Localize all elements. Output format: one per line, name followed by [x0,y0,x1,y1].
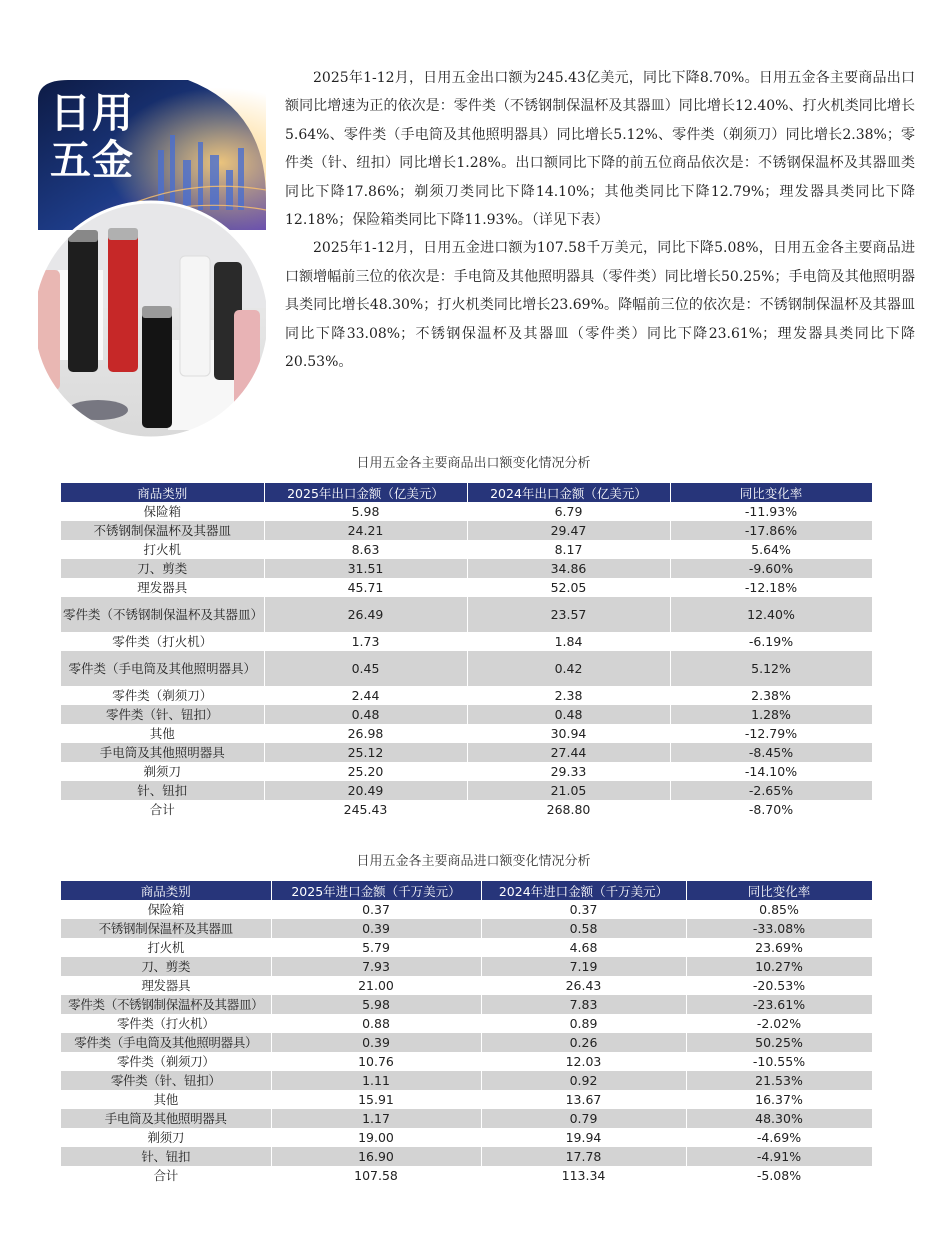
table-row [61,900,872,919]
category-cell: 剃须刀 [61,762,264,781]
previous-value-cell: 6.79 [467,502,670,521]
previous-value-cell: 8.17 [467,540,670,559]
current-value-cell: 45.71 [264,578,467,597]
change-rate-cell: 12.40% [670,597,872,632]
category-cell: 零件类（打火机） [61,632,264,651]
table-row [61,724,872,743]
table-row [61,938,872,957]
current-value-cell: 8.63 [264,540,467,559]
category-cell: 合计 [61,1166,271,1185]
table-row [61,502,872,521]
table-row [61,686,872,705]
change-rate-cell: -17.86% [670,521,872,540]
change-rate-cell: -6.19% [670,632,872,651]
table-row [61,597,872,632]
category-cell: 不锈钢制保温杯及其器皿 [61,521,264,540]
current-value-cell: 0.88 [271,1014,481,1033]
change-rate-cell: -2.02% [686,1014,872,1033]
table-row [61,995,872,1014]
table-row [61,559,872,578]
current-value-cell: 5.98 [271,995,481,1014]
category-cell: 零件类（不锈钢制保温杯及其器皿） [61,597,264,632]
import-table [61,881,873,1185]
current-value-cell: 10.76 [271,1052,481,1071]
change-rate-cell: -23.61% [686,995,872,1014]
previous-value-cell: 17.78 [481,1147,686,1166]
category-cell: 合计 [61,800,264,819]
table-row [61,1071,872,1090]
change-rate-cell: -5.08% [686,1166,872,1185]
table-row [61,781,872,800]
category-cell: 零件类（打火机） [61,1014,271,1033]
previous-value-cell: 7.19 [481,957,686,976]
table-total-row [61,800,872,819]
table-total-row [61,1166,872,1185]
previous-value-cell: 27.44 [467,743,670,762]
category-cell: 剃须刀 [61,1128,271,1147]
change-rate-cell: -8.45% [670,743,872,762]
current-value-cell: 31.51 [264,559,467,578]
previous-value-cell: 21.05 [467,781,670,800]
previous-value-cell: 0.42 [467,651,670,686]
category-cell: 理发器具 [61,976,271,995]
export-table-caption: 日用五金各主要商品出口额变化情况分析 [356,456,591,471]
import-table-caption: 日用五金各主要商品进口额变化情况分析 [356,854,591,869]
category-cell: 理发器具 [61,578,264,597]
previous-value-cell: 34.86 [467,559,670,578]
current-value-cell: 5.98 [264,502,467,521]
current-value-cell: 26.98 [264,724,467,743]
current-value-cell: 24.21 [264,521,467,540]
change-rate-cell: -12.18% [670,578,872,597]
previous-value-cell: 0.37 [481,900,686,919]
section-emblem [38,80,266,438]
current-value-cell: 1.73 [264,632,467,651]
current-value-cell: 1.17 [271,1109,481,1128]
table-row [61,1033,872,1052]
intro-paragraph-import: 2025年1-12月，日用五金进口额为107.58千万美元，同比下降5.08%，日用五金各主要商品进口额增幅前三位的依次是：手电筒及其他照明器具（零件类）同比增长50.25%；手电筒及其他照明器具类同比增长48.30%；打火机类同比增长23.69%。降幅前三位的依次是：不锈钢制保温杯及其器皿同比下降33.08%；不锈钢保温杯及其器皿（零件类）同比下降23.61%；理发器具类同比下降20.53%。 [285,240,915,371]
category-cell: 手电筒及其他照明器具 [61,743,264,762]
change-rate-cell: 48.30% [686,1109,872,1128]
current-value-cell: 245.43 [264,800,467,819]
category-cell: 针、钮扣 [61,1147,271,1166]
intro-paragraph-export: 2025年1-12月，日用五金出口额为245.43亿美元，同比下降8.70%。日用五金各主要商品出口额同比增速为正的依次是：零件类（不锈钢制保温杯及其器皿）同比增长12.40%、打火机类同比增长5.64%、零件类（手电筒及其他照明器具）同比增长5.12%、零件类（剃须刀）同比增长2.38%；零件类（针、纽扣）同比增长1.28%。出口额同比下降的前五位商品依次是：不锈钢保温杯及其器皿类同比下降17.86%；剃须刀类同比下降14.10%；其他类同比下降12.79%；理发器具类同比下降12.18%；保险箱类同比下降11.93%。（详见下表） [285,70,915,229]
column-header: 2025年出口金额（亿美元） [264,483,467,502]
category-cell: 保险箱 [61,502,264,521]
current-value-cell: 1.11 [271,1071,481,1090]
category-cell: 零件类（剃须刀） [61,686,264,705]
previous-value-cell: 26.43 [481,976,686,995]
change-rate-cell: -8.70% [670,800,872,819]
change-rate-cell: 0.85% [686,900,872,919]
category-cell: 零件类（针、钮扣） [61,1071,271,1090]
table-row [61,1090,872,1109]
previous-value-cell: 4.68 [481,938,686,957]
current-value-cell: 0.37 [271,900,481,919]
table-row [61,1014,872,1033]
export-table [61,483,873,819]
previous-value-cell: 7.83 [481,995,686,1014]
table-row [61,1052,872,1071]
change-rate-cell: -2.65% [670,781,872,800]
category-cell: 零件类（不锈钢制保温杯及其器皿） [61,995,271,1014]
change-rate-cell: 2.38% [670,686,872,705]
table-row [61,540,872,559]
category-cell: 其他 [61,724,264,743]
current-value-cell: 0.48 [264,705,467,724]
previous-value-cell: 113.34 [481,1166,686,1185]
table-row [61,632,872,651]
change-rate-cell: -4.69% [686,1128,872,1147]
change-rate-cell: 1.28% [670,705,872,724]
previous-value-cell: 0.48 [467,705,670,724]
previous-value-cell: 30.94 [467,724,670,743]
category-cell: 针、钮扣 [61,781,264,800]
column-header: 同比变化率 [686,881,872,900]
change-rate-cell: 5.64% [670,540,872,559]
current-value-cell: 5.79 [271,938,481,957]
change-rate-cell: 21.53% [686,1071,872,1090]
change-rate-cell: -11.93% [670,502,872,521]
current-value-cell: 107.58 [271,1166,481,1185]
change-rate-cell: -10.55% [686,1052,872,1071]
table-row [61,521,872,540]
change-rate-cell: -12.79% [670,724,872,743]
category-cell: 打火机 [61,938,271,957]
table-row [61,976,872,995]
current-value-cell: 19.00 [271,1128,481,1147]
column-header: 商品类别 [61,881,271,900]
previous-value-cell: 0.89 [481,1014,686,1033]
current-value-cell: 25.20 [264,762,467,781]
category-cell: 刀、剪类 [61,957,271,976]
change-rate-cell: -33.08% [686,919,872,938]
category-cell: 手电筒及其他照明器具 [61,1109,271,1128]
previous-value-cell: 29.47 [467,521,670,540]
category-cell: 零件类（手电筒及其他照明器具） [61,1033,271,1052]
previous-value-cell: 23.57 [467,597,670,632]
current-value-cell: 16.90 [271,1147,481,1166]
category-cell: 其他 [61,1090,271,1109]
previous-value-cell: 0.58 [481,919,686,938]
current-value-cell: 15.91 [271,1090,481,1109]
current-value-cell: 2.44 [264,686,467,705]
current-value-cell: 26.49 [264,597,467,632]
section-title-line1: 日用 [50,89,134,137]
table-row [61,1109,872,1128]
current-value-cell: 7.93 [271,957,481,976]
change-rate-cell: 10.27% [686,957,872,976]
category-cell: 刀、剪类 [61,559,264,578]
table-row [61,957,872,976]
change-rate-cell: -4.91% [686,1147,872,1166]
previous-value-cell: 52.05 [467,578,670,597]
category-cell: 不锈钢制保温杯及其器皿 [61,919,271,938]
table-row [61,705,872,724]
previous-value-cell: 19.94 [481,1128,686,1147]
previous-value-cell: 12.03 [481,1052,686,1071]
previous-value-cell: 2.38 [467,686,670,705]
change-rate-cell: -20.53% [686,976,872,995]
category-cell: 保险箱 [61,900,271,919]
previous-value-cell: 1.84 [467,632,670,651]
section-title-line2: 五金 [50,136,134,184]
table-row [61,1147,872,1166]
change-rate-cell: -14.10% [670,762,872,781]
previous-value-cell: 13.67 [481,1090,686,1109]
current-value-cell: 21.00 [271,976,481,995]
category-cell: 零件类（针、钮扣） [61,705,264,724]
category-cell: 零件类（手电筒及其他照明器具） [61,651,264,686]
column-header: 2024年进口金额（千万美元） [481,881,686,900]
category-cell: 零件类（剃须刀） [61,1052,271,1071]
previous-value-cell: 0.79 [481,1109,686,1128]
change-rate-cell: 50.25% [686,1033,872,1052]
change-rate-cell: 23.69% [686,938,872,957]
column-header: 2025年进口金额（千万美元） [271,881,481,900]
column-header: 商品类别 [61,483,264,502]
current-value-cell: 0.39 [271,919,481,938]
column-header: 2024年出口金额（亿美元） [467,483,670,502]
table-row [61,578,872,597]
section-title [50,90,134,184]
previous-value-cell: 0.92 [481,1071,686,1090]
category-cell: 打火机 [61,540,264,559]
previous-value-cell: 0.26 [481,1033,686,1052]
table-row [61,743,872,762]
column-header: 同比变化率 [670,483,872,502]
current-value-cell: 0.45 [264,651,467,686]
import-table-body [61,900,872,1185]
current-value-cell: 20.49 [264,781,467,800]
table-row [61,651,872,686]
change-rate-cell: 5.12% [670,651,872,686]
previous-value-cell: 29.33 [467,762,670,781]
change-rate-cell: 16.37% [686,1090,872,1109]
previous-value-cell: 268.80 [467,800,670,819]
table-row [61,762,872,781]
table-row [61,1128,872,1147]
current-value-cell: 0.39 [271,1033,481,1052]
intro-text [285,64,915,376]
current-value-cell: 25.12 [264,743,467,762]
table-row [61,919,872,938]
change-rate-cell: -9.60% [670,559,872,578]
export-table-body [61,502,872,819]
